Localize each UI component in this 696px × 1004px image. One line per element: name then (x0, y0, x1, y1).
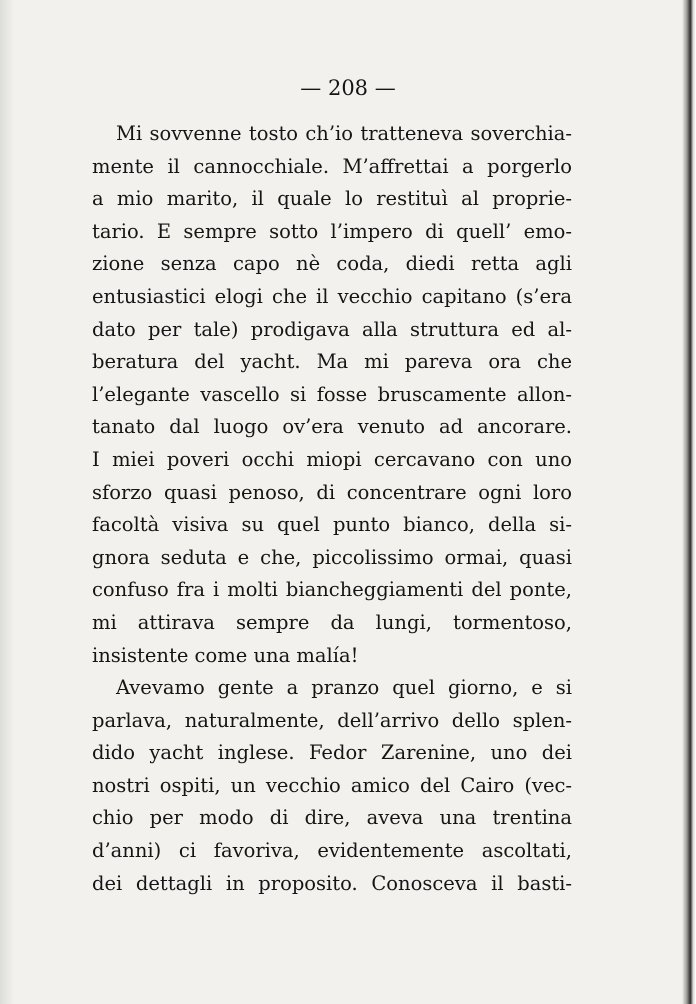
page-number: — 208 — (300, 76, 396, 100)
page-edge (682, 0, 696, 1004)
text-line: zione senza capo nè coda, diedi retta agli (92, 252, 572, 276)
page-gutter (0, 0, 14, 1004)
text-line: sforzo quasi penoso, di concentrare ogni loro (92, 480, 572, 504)
text-line: dato per tale) prodigava alla struttura ed al- (92, 317, 572, 341)
text-line: mi attirava sempre da lungi, tormentoso, (92, 610, 572, 634)
text-line: insistente come una malía! (92, 643, 359, 667)
text-line: gnora seduta e che, piccolissimo ormai, quasi (92, 545, 572, 569)
text-line: entusiastici elogi che il vecchio capitano (s’era (92, 284, 572, 308)
text-line: a mio marito, il quale lo restituì al proprie- (92, 187, 572, 211)
text-line: beratura del yacht. Ma mi pareva ora che (92, 350, 572, 374)
text-line: Mi sovvenne tosto ch’io tratteneva soverchia- (116, 122, 572, 145)
text-line: dido yacht inglese. Fedor Zarenine, uno dei (92, 741, 572, 765)
text-line: d’anni) ci favoriva, evidentemente ascoltati, (92, 839, 572, 863)
text-line: dei dettagli in proposito. Conosceva il basti- (92, 871, 572, 895)
text-line: mente il cannocchiale. M’affrettai a porgerlo (92, 154, 572, 178)
text-line: chio per modo di dire, aveva una trentina (92, 806, 572, 830)
text-line: I miei poveri occhi miopi cercavano con uno (92, 447, 572, 471)
text-line: confuso fra i molti biancheggiamenti del ponte, (92, 578, 572, 602)
text-line: facoltà visiva su quel punto bianco, della si- (92, 513, 572, 537)
text-line: tario. E sempre sotto l’impero di quell’ emo- (92, 219, 572, 243)
text-line: nostri ospiti, un vecchio amico del Cairo (vec- (92, 773, 572, 797)
text-line: tanato dal luogo ov’era venuto ad ancorare. (92, 415, 572, 439)
text-line: Avevamo gente a pranzo quel giorno, e si (116, 676, 572, 700)
body-text (92, 118, 572, 900)
text-line: l’elegante vascello si fosse bruscamente allon- (92, 382, 572, 406)
text-line: parlava, naturalmente, dell’arrivo dello splen- (92, 708, 572, 732)
